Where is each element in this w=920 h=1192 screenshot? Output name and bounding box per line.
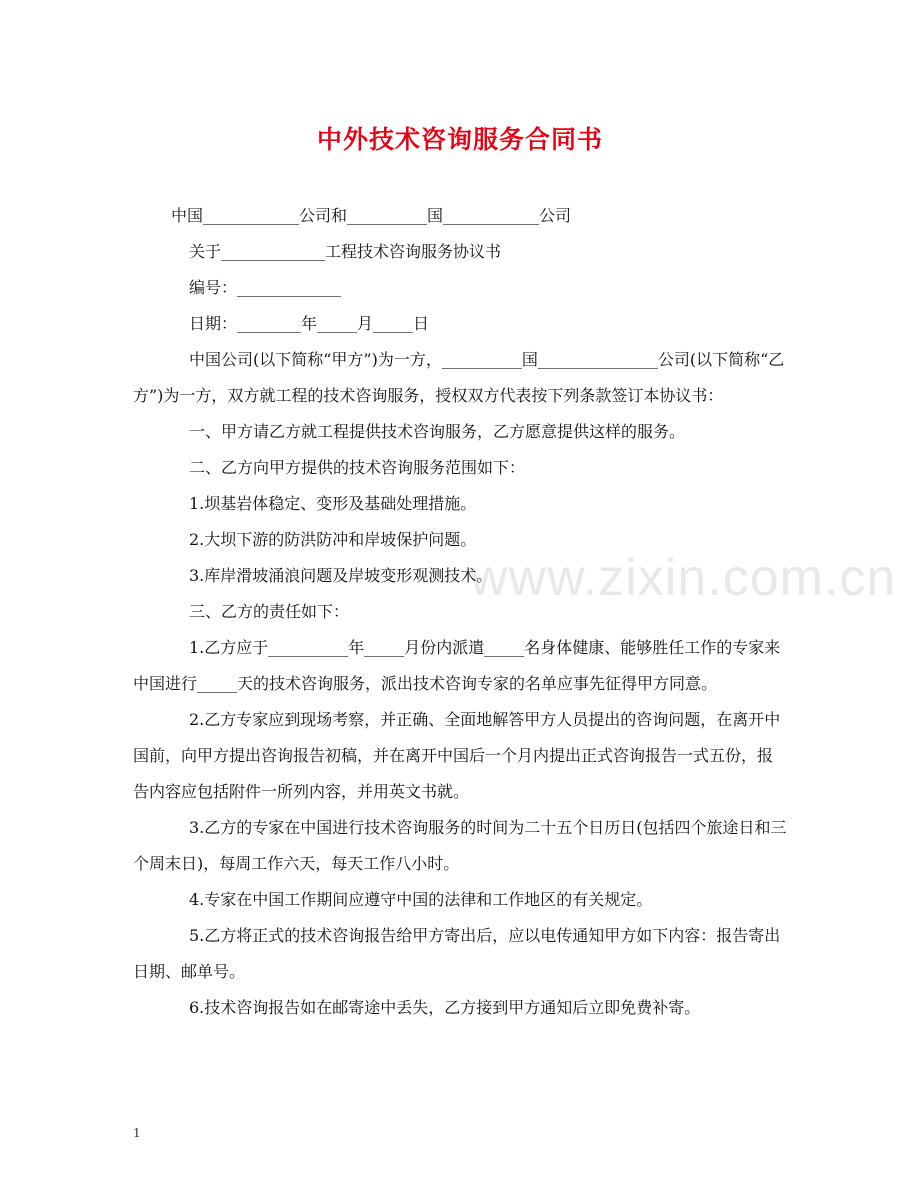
document-body bbox=[133, 198, 788, 1026]
clause-3-item-5: 5.乙方将正式的技术咨询报告给甲方寄出后，应以电传通知甲方如下内容：报告寄出日期、邮单号。 bbox=[133, 926, 781, 981]
clause-3-item-3: 3.乙方的专家在中国进行技术咨询服务的时间为二十五个日历日(包括四个旅途日和三个周末日)，每周工作六天，每天工作八小时。 bbox=[133, 818, 787, 873]
clause-2-heading: 二、乙方向甲方提供的技术咨询服务范围如下： bbox=[189, 458, 526, 477]
agreement-subject-line: 关于_____________工程技术咨询服务协议书 bbox=[189, 242, 502, 261]
clause-2-item-3: 3.库岸滑坡涌浪问题及岸坡变形观测技术。 bbox=[189, 566, 493, 585]
clause-2-item-2: 2.大坝下游的防洪防冲和岸坡保护问题。 bbox=[189, 530, 477, 549]
clause-3-heading: 三、乙方的责任如下： bbox=[189, 602, 350, 621]
clause-3-item-1: 1.乙方应于__________年_____月份内派遣_____名身体健康、能够胜任工作的专家来中国进行_____天的技术咨询服务，派出技术咨询专家的名单应事先征得甲方同意。 bbox=[133, 638, 781, 693]
contract-number-line: 编号：_____________ bbox=[189, 278, 342, 297]
clause-3-item-2: 2.乙方专家应到现场考察，并正确、全面地解答甲方人员提出的咨询问题，在离开中国前，向甲方提出咨询报告初稿，并在离开中国后一个月内提出正式咨询报告一式五份，报告内容应包括附件一所列内容，并用英文书就。 bbox=[133, 710, 781, 801]
preamble-paragraph: 中国公司(以下简称“甲方”)为一方，__________国_______________公司(以下简称“乙方”)为一方，双方就工程的技术咨询服务，授权双方代表按下列条款签订本协议书： bbox=[133, 350, 785, 405]
date-line: 日期：________年_____月_____日 bbox=[189, 314, 430, 333]
clause-3-item-6: 6.技术咨询报告如在邮寄途中丢失，乙方接到甲方通知后立即免费补寄。 bbox=[189, 998, 701, 1017]
document-title: 中外技术咨询服务合同书 bbox=[316, 125, 603, 154]
watermark: www.zixin.com.cn bbox=[470, 549, 897, 607]
clause-3-item-4: 4.专家在中国工作期间应遵守中国的法律和工作地区的有关规定。 bbox=[189, 890, 653, 909]
parties-line: 中国____________公司和__________国____________公司 bbox=[171, 206, 572, 225]
page-number: 1 bbox=[133, 1126, 141, 1140]
clause-2-item-1: 1.坝基岩体稳定、变形及基础处理措施。 bbox=[189, 494, 477, 513]
clause-1: 一、甲方请乙方就工程提供技术咨询服务，乙方愿意提供这样的服务。 bbox=[189, 422, 686, 441]
